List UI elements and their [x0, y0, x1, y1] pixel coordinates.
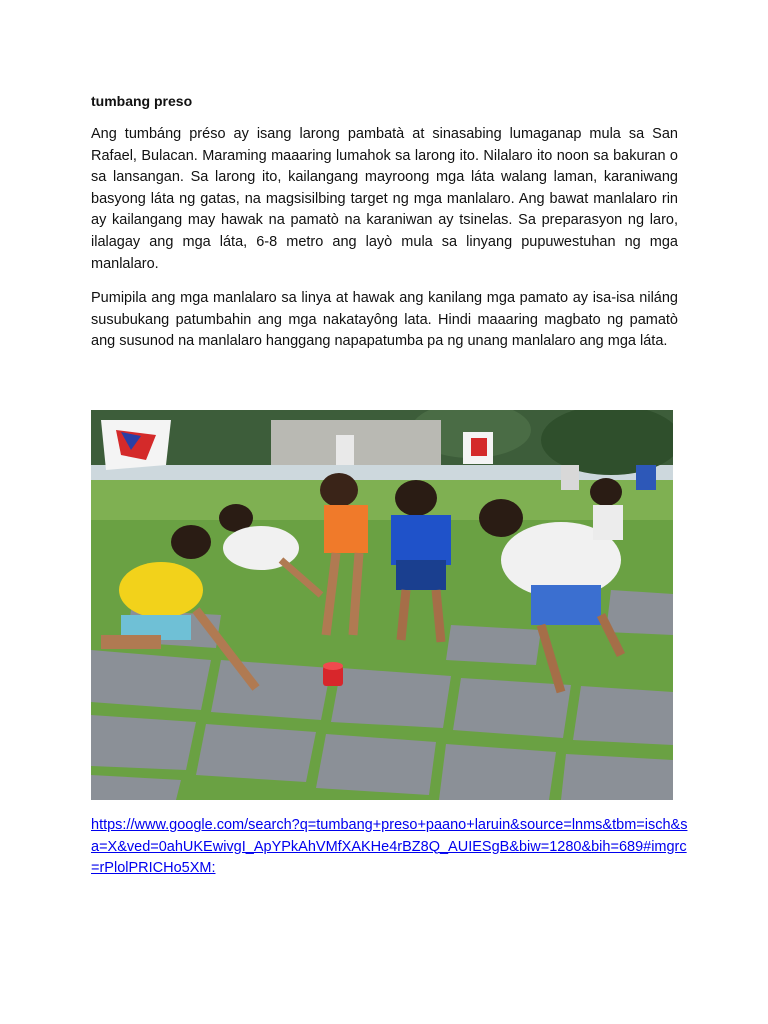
paragraph-1: Ang tumbáng préso ay isang larong pambatà at sinasabing lumaganap mula sa San Rafael, Bulacan. Maraming maaaring lumahok sa larong ito. Nilalaro ito noon sa bakuran o sa lansangan. Sa larong ito, kailangang mayroong mga láta walang laman, karaniwang basyong láta ng gatas, na magsisilbing target ng mga manlalaro. Ang bawat manlalaro rin ay kailangang may hawak na pamatò na karaniwan ay tsinelas. Sa preparasyon ng laro, ilalagay ang mga láta, 6-8 metro ang layò mula sa linyang pupuwestuhan ng mga manlalaro. [91, 126, 678, 272]
banner-left [101, 420, 171, 470]
document-title: tumbang preso [91, 93, 193, 109]
child-far-right [590, 478, 623, 540]
source-link[interactable]: https://www.google.com/search?q=tumbang+preso+paano+laruin&source=lnms&tbm=isch&sa=X&ved=0ahUKEwivgI_ApYPkAhVMfXAKHe4rBZ8Q_AUIESgB&biw=1280&bih=689#imgrc=rPlolPRICHo5XM: [91, 817, 688, 877]
tin-can-icon [323, 662, 343, 686]
game-photo [91, 410, 673, 800]
banner-right [463, 432, 493, 464]
paragraph-2: Pumipila ang mga manlalaro sa linya at hawak ang kanilang mga pamato ay isa-isa niláng susubukang patumbahin ang mga nakatayông lata. Hindi maaaring magbato ng pamatò ang susunod na manlalaro hanggang napapatumba pa ng unang manlalaro ang mga láta. [91, 290, 678, 350]
